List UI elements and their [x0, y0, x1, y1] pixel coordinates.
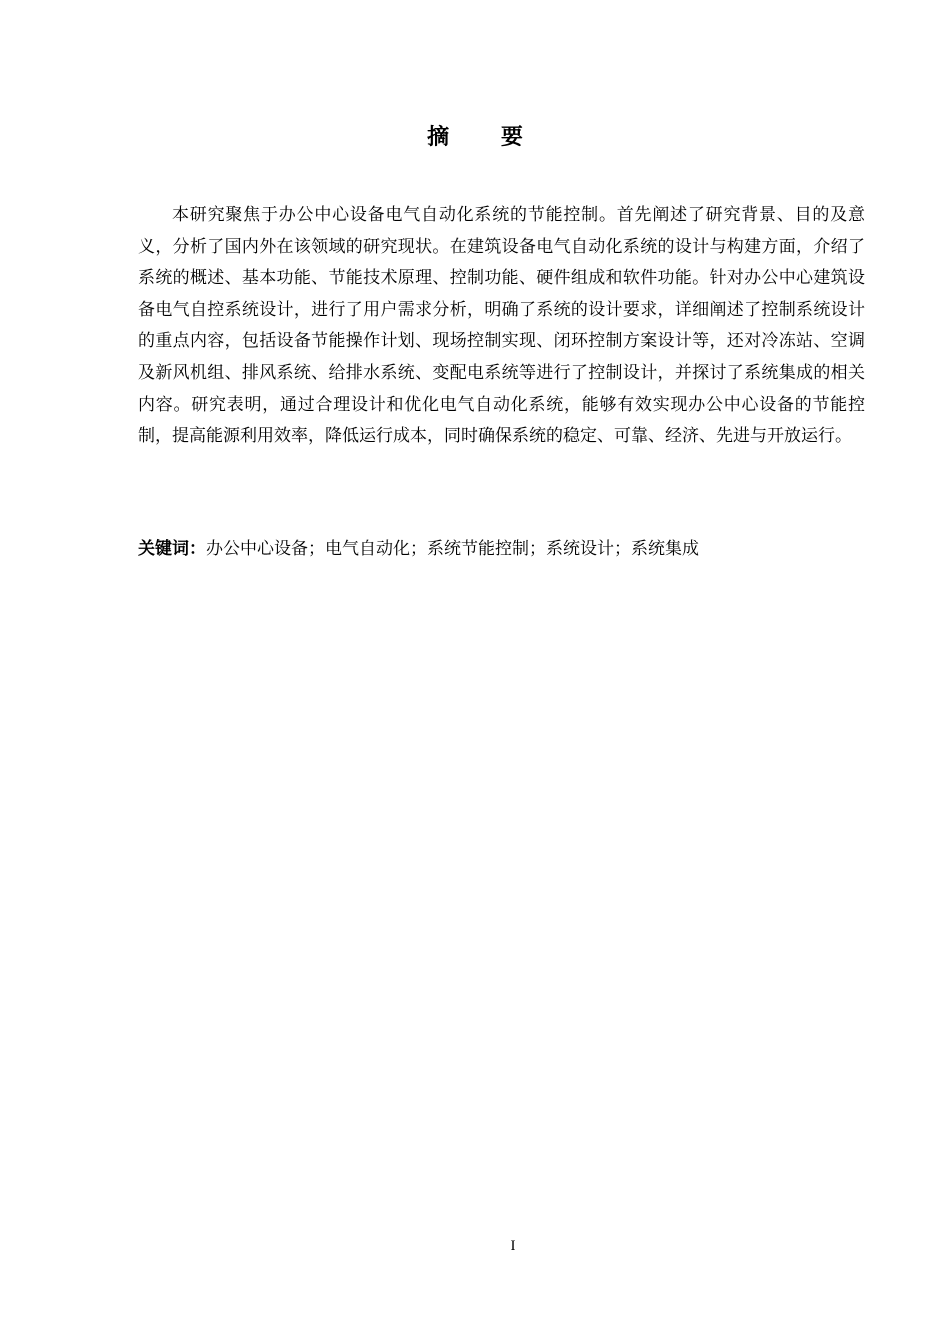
abstract-paragraph: 本研究聚焦于办公中心设备电气自动化系统的节能控制。首先阐述了研究背景、目的及意义，分析了国内外在该领域的研究现状。在建筑设备电气自动化系统的设计与构建方面，介绍了系统的概述、基本功能、节能技术原理、控制功能、硬件组成和软件功能。针对办公中心建筑设备电气自控系统设计，进行了用户需求分析，明确了系统的设计要求，详细阐述了控制系统设计的重点内容，包括设备节能操作计划、现场控制实现、闭环控制方案设计等，还对冷冻站、空调及新风机组、排风系统、给排水系统、变配电系统等进行了控制设计，并探讨了系统集成的相关内容。研究表明，通过合理设计和优化电气自动化系统，能够有效实现办公中心设备的节能控制，提高能源利用效率，降低运行成本，同时确保系统的稳定、可靠、经济、先进与开放运行。	[138, 205, 865, 447]
page-number: I	[510, 1238, 516, 1254]
keywords-label: 关键词：	[138, 539, 206, 559]
keywords-text: 办公中心设备；电气自动化；系统节能控制；系统设计；系统集成	[206, 539, 699, 559]
keywords-line	[138, 534, 865, 565]
page-title: 摘 要	[427, 125, 545, 150]
